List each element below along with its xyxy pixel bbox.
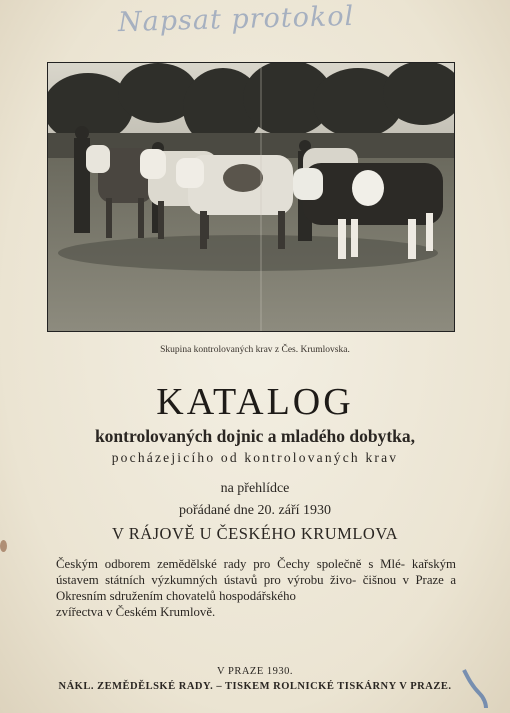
ink-mark-icon [458, 668, 488, 708]
event-line-1: na přehlídce [220, 481, 290, 496]
event-location: V RÁJOVĚ U ČESKÉHO KRUMLOVA [111, 524, 399, 543]
subtitle-line-2: pocházejicího od kontrolovaných krav [111, 450, 399, 465]
cattle-photo [47, 62, 455, 332]
paper-stain [0, 540, 7, 552]
imprint-place-year: V PRAZE 1930. [216, 666, 294, 677]
photo-caption: Skupina kontrolovaných krav z Čes. Krumlovska. [160, 345, 350, 355]
organizers-line-2: kařským ústavem státních výzkumných ústavů pro výrobu živo- [56, 557, 456, 587]
organizers-line-4: zvířectva v Českém Krumlově. [56, 605, 216, 619]
organizers-paragraph [56, 556, 456, 620]
catalog-title: KATALOG [156, 381, 354, 423]
handwritten-note: Napsat protokol [117, 0, 355, 39]
imprint-publisher: NÁKL. ZEMĚDĚLSKÉ RADY. – TISKEM ROLNICKÉ TISKÁRNY V PRAZE. [58, 681, 452, 692]
event-date: pořádané dne 20. září 1930 [179, 503, 331, 518]
organizers-line-3: čišnou v Praze a Okresním sdružením chovatelů hospodářského [56, 573, 456, 603]
organizers-line-1: Českým odborem zemědělské rady pro Čechy společně s Mlé- [56, 557, 406, 571]
subtitle-line-1: kontrolovaných dojnic a mladého dobytka, [94, 426, 416, 446]
